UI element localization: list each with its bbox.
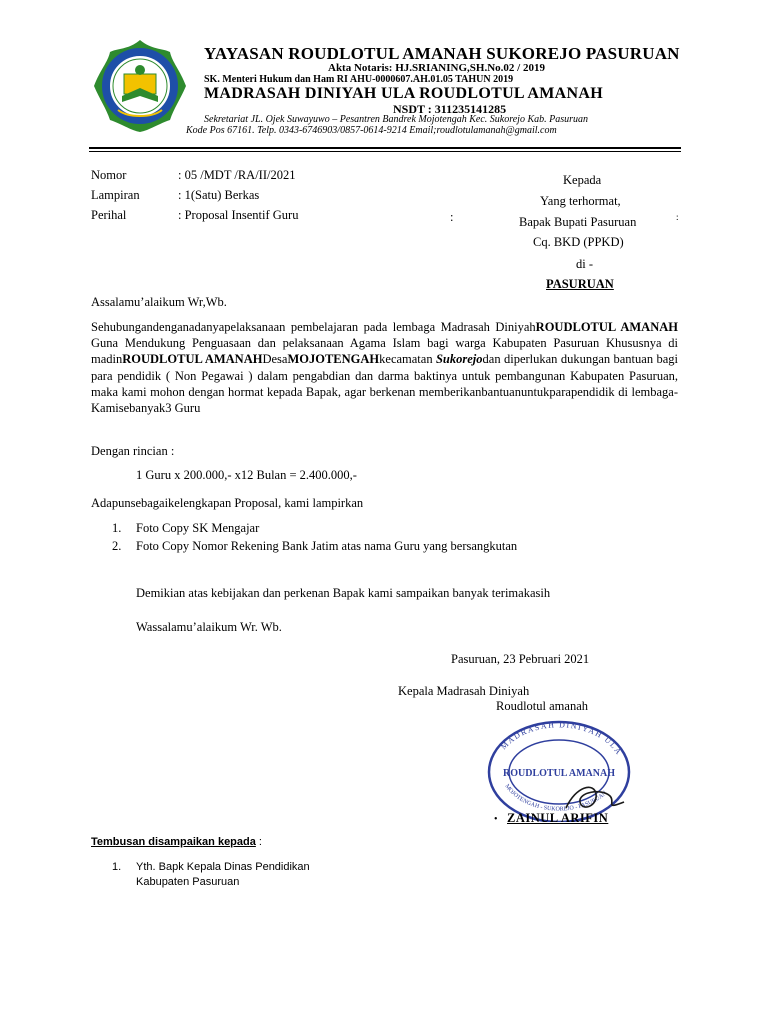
recipient-kepada: Kepada (563, 173, 602, 187)
cc-label: Tembusan disampaikan kepada (91, 836, 256, 848)
p1-part-b: ROUDLOTUL AMANAH (535, 320, 678, 334)
place-date: Pasuruan, 23 Pebruari 2021 (451, 652, 590, 666)
p1-part-f: MOJOTENGAH (287, 352, 380, 367)
p1-part-h: Sukorejo (435, 352, 483, 367)
lampiran-label: Lampiran (91, 188, 140, 202)
signer-title-1: Kepala Madrasah Diniyah (398, 684, 530, 698)
cc-item-line-2: Kabupaten Pasuruan (136, 876, 240, 888)
foundation-name: YAYASAN ROUDLOTUL AMANAH SUKOREJO PASURUAN (204, 44, 680, 63)
cc-item-line-1: Yth. Bapk Kepala Dinas Pendidikan (136, 861, 310, 873)
school-name: MADRASAH DINIYAH ULA ROUDLOTUL AMANAH (204, 85, 603, 102)
address-line-1: Sekretariat JL. Ojek Suwayuwo – Pesantren Bandrek Mojotengah Kec. Sukorejo Kab. Pasuruan (204, 114, 589, 125)
recipient-yth: Yang terhormat, (540, 194, 621, 208)
stray-colon: : (450, 210, 454, 224)
attachment-text: Foto Copy Nomor Rekening Bank Jatim atas nama Guru yang bersangkutan (136, 539, 518, 553)
stamp-ring-bottom: MOJOTENGAH - SUKOREJO - PASURUAN (503, 783, 609, 813)
closing-text: Demikian atas kebijakan dan perkenan Bapak kami sampaikan banyak terimakasih (136, 586, 551, 600)
p1-part-c: Guna Mendukung Penguasaan dan pelaksanaan Agama Islam bagi warga Kabupaten Pasuruan Khususnya di madin (91, 336, 678, 367)
p1-part-e: Desa (262, 352, 288, 367)
nomor-label: Nomor (91, 168, 127, 182)
address-line-2: Kode Pos 67161. Telp. 0343-6746903/0857-0614-9214 Email;roudlotulamanah@gmail.com (186, 125, 557, 136)
recipient-di: di - (576, 257, 594, 271)
header-rule-thin (89, 151, 681, 152)
header-rule-thick (89, 147, 681, 149)
signer-title-2: Roudlotul amanah (496, 699, 588, 713)
p1-part-g: kecamatan (379, 352, 436, 367)
official-stamp (484, 716, 634, 822)
perihal-label: Perihal (91, 208, 127, 222)
rincian-detail: 1 Guru x 200.000,- x12 Bulan = 2.400.000,- (136, 468, 357, 482)
attachment-text: Foto Copy SK Mengajar (136, 521, 260, 535)
attachment-number: 2. (112, 539, 122, 553)
nsdt-number: NSDT : 311235141285 (393, 102, 507, 116)
recipient-stray-colon: : (676, 212, 679, 222)
lampiran-value: : 1(Satu) Berkas (178, 188, 260, 202)
rincian-label: Dengan rincian : (91, 444, 175, 458)
notary-deed: Akta Notaris: HJ.SRIANING,SH.No.02 / 2019 (328, 62, 545, 74)
attachment-number: 1. (112, 521, 122, 535)
ministry-decree: SK. Menteri Hukum dan Ham RI AHU-0000607.AH.01.05 TAHUN 2019 (204, 74, 514, 85)
lampirkan-text: Adapunsebagaikelengkapan Proposal, kami lampirkan (91, 496, 364, 510)
cc-item-number: 1. (112, 861, 122, 873)
school-logo (92, 38, 188, 134)
stamp-ring-top: MADRASAH DINIYAH ULA (498, 720, 624, 758)
salam-opening: Assalamu’alaikum Wr,Wb. (91, 295, 227, 309)
signer-name: ZAINUL ARIFIN (507, 811, 609, 825)
signer-dot-icon: • (494, 814, 498, 825)
p1-part-i: dan diperlukan dukungan bantuan bagi para pendidik ( Non Pegawai ) dalam pengabdian dan darma baktinya untuk pembangunan Kabupaten Pasuruan, maka kami mohon dengan hormat kepada Bapak, agar berkenan memberikanbantuanuntukparapendidik di lembaga-Kamisebanyak3 Guru (91, 352, 678, 416)
recipient-city: PASURUAN (546, 277, 614, 291)
nomor-value: : 05 /MDT /RA/II/2021 (178, 168, 296, 182)
stamp-center-text: ROUDLOTUL AMANAH (503, 768, 615, 779)
salam-closing: Wassalamu’alaikum Wr. Wb. (136, 620, 282, 634)
main-paragraph (91, 319, 678, 416)
p1-part-d: ROUDLOTUL AMANAH (122, 352, 263, 367)
recipient-cq: Cq. BKD (PPKD) (533, 235, 624, 249)
perihal-value: : Proposal Insentif Guru (178, 208, 299, 222)
cc-colon: : (255, 836, 262, 848)
p1-part-a: Sehubungandenganadanyapelaksanaan pembelajaran pada lembaga Madrasah Diniyah (91, 320, 536, 334)
recipient-name: Bapak Bupati Pasuruan (519, 215, 637, 229)
svg-text:MADRASAH DINIYAH ULA (499, 720, 624, 757)
